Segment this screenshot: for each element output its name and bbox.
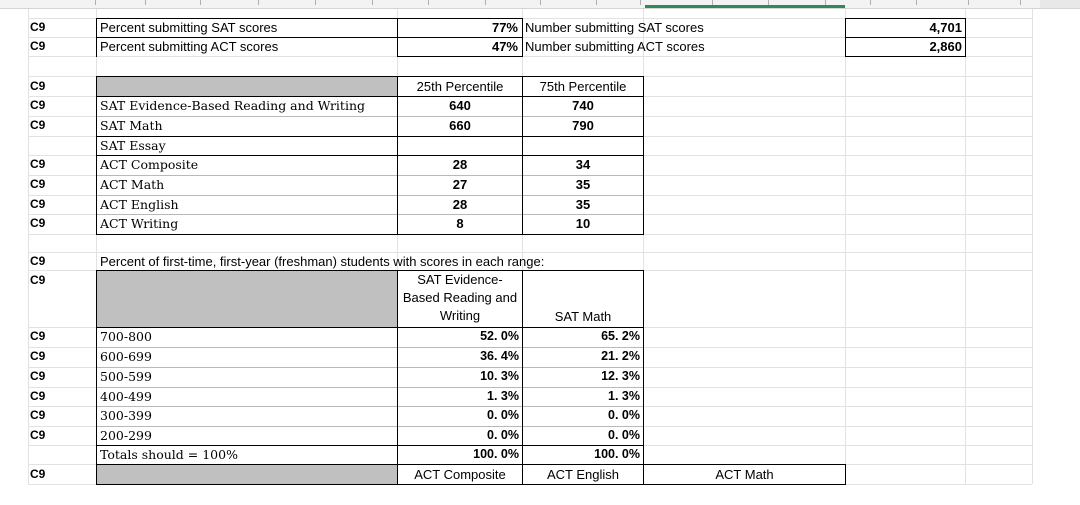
range-label[interactable]: 600-699 <box>100 349 152 364</box>
act-writing-75[interactable]: 10 <box>575 216 591 231</box>
header-act-english: ACT English <box>546 467 619 482</box>
totals-label[interactable]: Totals should = 100% <box>100 447 238 462</box>
header-act-math: ACT Math <box>715 467 774 482</box>
row-label-act-writing[interactable]: ACT Writing <box>100 216 179 231</box>
header-sat-ebrw-line1: SAT Evidence- <box>417 272 503 287</box>
range-label[interactable]: 200-299 <box>100 428 152 443</box>
act-math-25[interactable]: 27 <box>452 177 468 192</box>
sat-submitting-label[interactable]: Percent submitting SAT scores <box>100 20 278 35</box>
sat-count-label[interactable]: Number submitting SAT scores <box>525 20 704 35</box>
row-code: C9 <box>30 369 46 383</box>
act-submitting-pct[interactable]: 47% <box>491 39 518 54</box>
range-header-blank <box>96 270 398 328</box>
sat-ebrw-75[interactable]: 740 <box>572 98 594 113</box>
sat-submitting-pct[interactable]: 77% <box>491 20 518 35</box>
range-sat-ebrw-value[interactable]: 1. 3% <box>487 389 519 403</box>
range-label[interactable]: 500-599 <box>100 369 152 384</box>
range-label[interactable]: 300-399 <box>100 408 152 423</box>
range-sat-math-value[interactable]: 0. 0% <box>608 408 640 422</box>
totals-sat-ebrw[interactable]: 100. 0% <box>473 447 519 461</box>
header-act-composite: ACT Composite <box>414 467 506 482</box>
row-label-act-english[interactable]: ACT English <box>100 197 179 212</box>
row-code: C9 <box>30 254 46 268</box>
range-label[interactable]: 400-499 <box>100 389 152 404</box>
range-sat-math-value[interactable]: 1. 3% <box>608 389 640 403</box>
row-code: C9 <box>30 467 46 481</box>
row-code: C9 <box>30 39 46 53</box>
row-code: C9 <box>30 98 46 112</box>
range-sat-ebrw-value[interactable]: 52. 0% <box>480 329 519 343</box>
row-label-act-math[interactable]: ACT Math <box>100 177 165 192</box>
header-25th-percentile: 25th Percentile <box>416 79 504 94</box>
sat-math-25[interactable]: 660 <box>449 118 471 133</box>
act-writing-25[interactable]: 8 <box>456 216 464 231</box>
range-sat-ebrw-value[interactable]: 0. 0% <box>487 408 519 422</box>
sat-math-75[interactable]: 790 <box>572 118 594 133</box>
header-sat-math: SAT Math <box>554 309 612 324</box>
act-count-label[interactable]: Number submitting ACT scores <box>525 39 705 54</box>
range-sat-math-value[interactable]: 65. 2% <box>601 329 640 343</box>
header-75th-percentile: 75th Percentile <box>539 79 627 94</box>
row-code: C9 <box>30 329 46 343</box>
range-sat-math-value[interactable]: 21. 2% <box>601 349 640 363</box>
range-sat-ebrw-value[interactable]: 0. 0% <box>487 428 519 442</box>
row-code: C9 <box>30 79 46 93</box>
row-code: C9 <box>30 118 46 132</box>
selected-column-highlight <box>645 5 845 8</box>
row-code: C9 <box>30 216 46 230</box>
act-submitting-label[interactable]: Percent submitting ACT scores <box>100 39 279 54</box>
spreadsheet-grid[interactable] <box>0 9 1080 505</box>
row-code: C9 <box>30 389 46 403</box>
row-code: C9 <box>30 273 46 287</box>
range-sat-ebrw-value[interactable]: 36. 4% <box>480 349 519 363</box>
percentile-header-blank <box>96 76 398 97</box>
act-english-75[interactable]: 35 <box>575 197 591 212</box>
row-label-sat-ebrw[interactable]: SAT Evidence-Based Reading and Writing <box>100 98 365 113</box>
totals-sat-math[interactable]: 100. 0% <box>594 447 640 461</box>
range-sat-math-value[interactable]: 12. 3% <box>601 369 640 383</box>
sat-ebrw-25[interactable]: 640 <box>449 98 471 113</box>
column-ruler <box>0 0 1080 9</box>
row-label-act-composite[interactable]: ACT Composite <box>100 157 199 172</box>
act-range-header-blank <box>96 464 398 485</box>
act-english-25[interactable]: 28 <box>452 197 468 212</box>
row-code: C9 <box>30 157 46 171</box>
row-label-sat-math[interactable]: SAT Math <box>100 118 163 133</box>
act-math-75[interactable]: 35 <box>575 177 591 192</box>
header-sat-ebrw-line3: Writing <box>439 308 481 323</box>
range-section-title[interactable]: Percent of first-time, first-year (freshman) students with scores in each range: <box>100 254 545 269</box>
header-sat-ebrw-line2: Based Reading and <box>402 290 518 305</box>
row-code: C9 <box>30 20 46 34</box>
row-code: C9 <box>30 177 46 191</box>
act-composite-25[interactable]: 28 <box>452 157 468 172</box>
range-label[interactable]: 700-800 <box>100 329 152 344</box>
range-sat-math-value[interactable]: 0. 0% <box>608 428 640 442</box>
row-code: C9 <box>30 349 46 363</box>
act-composite-75[interactable]: 34 <box>575 157 591 172</box>
range-sat-ebrw-value[interactable]: 10. 3% <box>480 369 519 383</box>
scroll-area[interactable] <box>1040 0 1080 8</box>
row-label-sat-essay[interactable]: SAT Essay <box>100 138 166 153</box>
act-count-value[interactable]: 2,860 <box>929 39 962 54</box>
row-code: C9 <box>30 408 46 422</box>
sat-count-value[interactable]: 4,701 <box>929 20 962 35</box>
row-code: C9 <box>30 428 46 442</box>
row-code: C9 <box>30 197 46 211</box>
